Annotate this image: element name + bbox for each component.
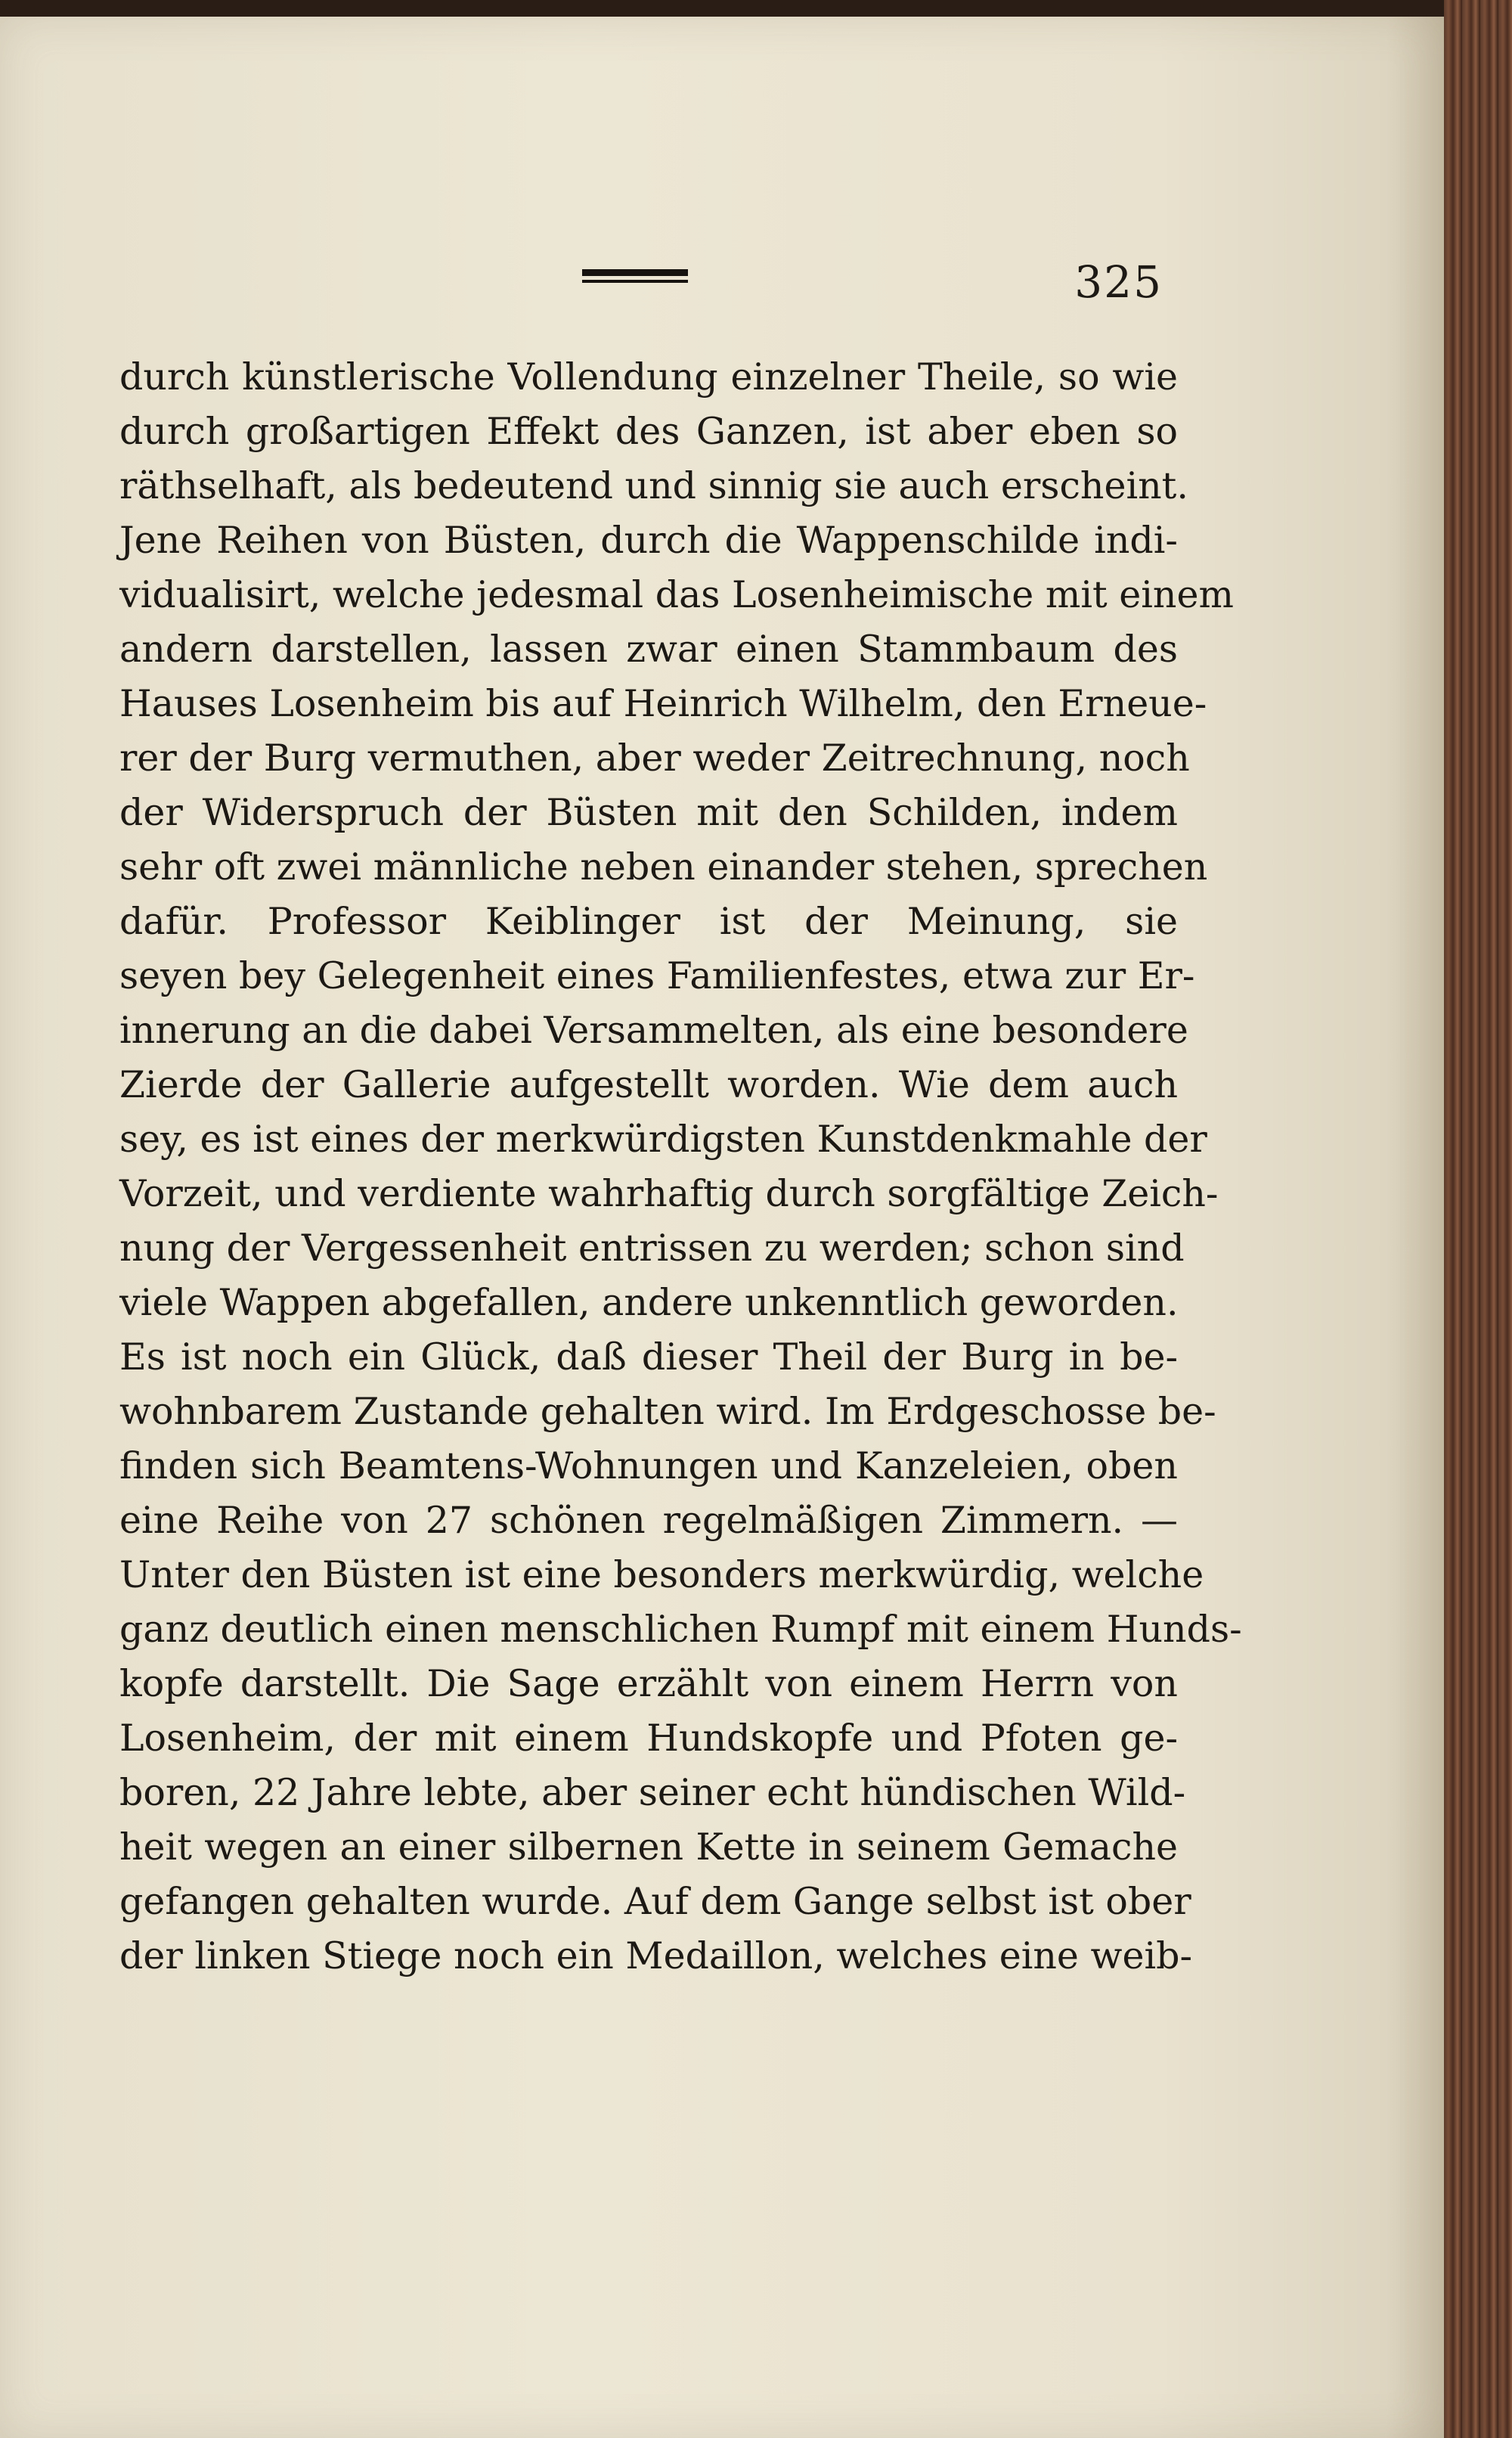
text-line: rer der Burg vermuthen, aber weder Zeitrechnung, noch xyxy=(119,737,1190,780)
text-line: räthselhaft, als bedeutend und sinnig sie auch erscheint. xyxy=(119,464,1188,507)
text-line: andern darstellen, lassen zwar einen Stammbaum des xyxy=(119,628,1178,671)
text-line: Losenheim, der mit einem Hundskopfe und Pfoten ge- xyxy=(119,1717,1178,1760)
text-line: sehr oft zwei männliche neben einander stehen, sprechen xyxy=(119,845,1208,889)
text-line: boren, 22 Jahre lebte, aber seiner echt hündischen Wild- xyxy=(119,1771,1186,1814)
page-number: 325 xyxy=(1074,256,1163,308)
text-line: Unter den Büsten ist eine besonders merkwürdig, welche xyxy=(119,1553,1204,1596)
text-line: Vorzeit, und verdiente wahrhaftig durch sorgfältige Zeich- xyxy=(119,1172,1219,1215)
text-line: gefangen gehalten wurde. Auf dem Gange selbst ist ober xyxy=(119,1880,1191,1923)
text-line: finden sich Beamtens-Wohnungen und Kanzeleien, oben xyxy=(119,1444,1178,1487)
text-line: viele Wappen abgefallen, andere unkenntlich geworden. xyxy=(119,1281,1179,1324)
text-line: durch großartigen Effekt des Ganzen, ist aber eben so xyxy=(119,410,1178,453)
text-line: Hauses Losenheim bis auf Heinrich Wilhelm, den Erneue- xyxy=(119,682,1207,725)
text-line: Jene Reihen von Büsten, durch die Wappenschilde indi- xyxy=(119,519,1178,562)
header-rule xyxy=(582,269,688,283)
text-line: kopfe darstellt. Die Sage erzählt von einem Herrn von xyxy=(119,1662,1178,1705)
text-line: Zierde der Gallerie aufgestellt worden. Wie dem auch xyxy=(119,1063,1178,1106)
text-line: vidualisirt, welche jedesmal das Losenheimische mit einem xyxy=(119,573,1234,616)
text-line: dafür. Professor Keiblinger ist der Meinung, sie xyxy=(119,900,1178,943)
text-line: ganz deutlich einen menschlichen Rumpf mit einem Hunds- xyxy=(119,1608,1242,1651)
text-line: eine Reihe von 27 schönen regelmäßigen Zimmern. — xyxy=(119,1499,1178,1542)
text-line: nung der Vergessenheit entrissen zu werden; schon sind xyxy=(119,1227,1185,1270)
text-line: durch künstlerische Vollendung einzelner Theile, so wie xyxy=(119,355,1178,399)
text-line: wohnbarem Zustande gehalten wird. Im Erdgeschosse be- xyxy=(119,1390,1216,1433)
text-line: sey, es ist eines der merkwürdigsten Kunstdenkmahle der xyxy=(119,1118,1207,1161)
text-line: innerung an die dabei Versammelten, als eine besondere xyxy=(119,1009,1188,1052)
text-line: der Widerspruch der Büsten mit den Schilden, indem xyxy=(119,791,1178,834)
book-edge xyxy=(1444,0,1512,2438)
text-line: der linken Stiege noch ein Medaillon, welches eine weib- xyxy=(119,1934,1193,1977)
text-line: heit wegen an einer silbernen Kette in seinem Gemache xyxy=(119,1825,1178,1869)
text-line: seyen bey Gelegenheit eines Familienfestes, etwa zur Er- xyxy=(119,954,1195,997)
text-line: Es ist noch ein Glück, daß dieser Theil der Burg in be- xyxy=(119,1335,1178,1379)
